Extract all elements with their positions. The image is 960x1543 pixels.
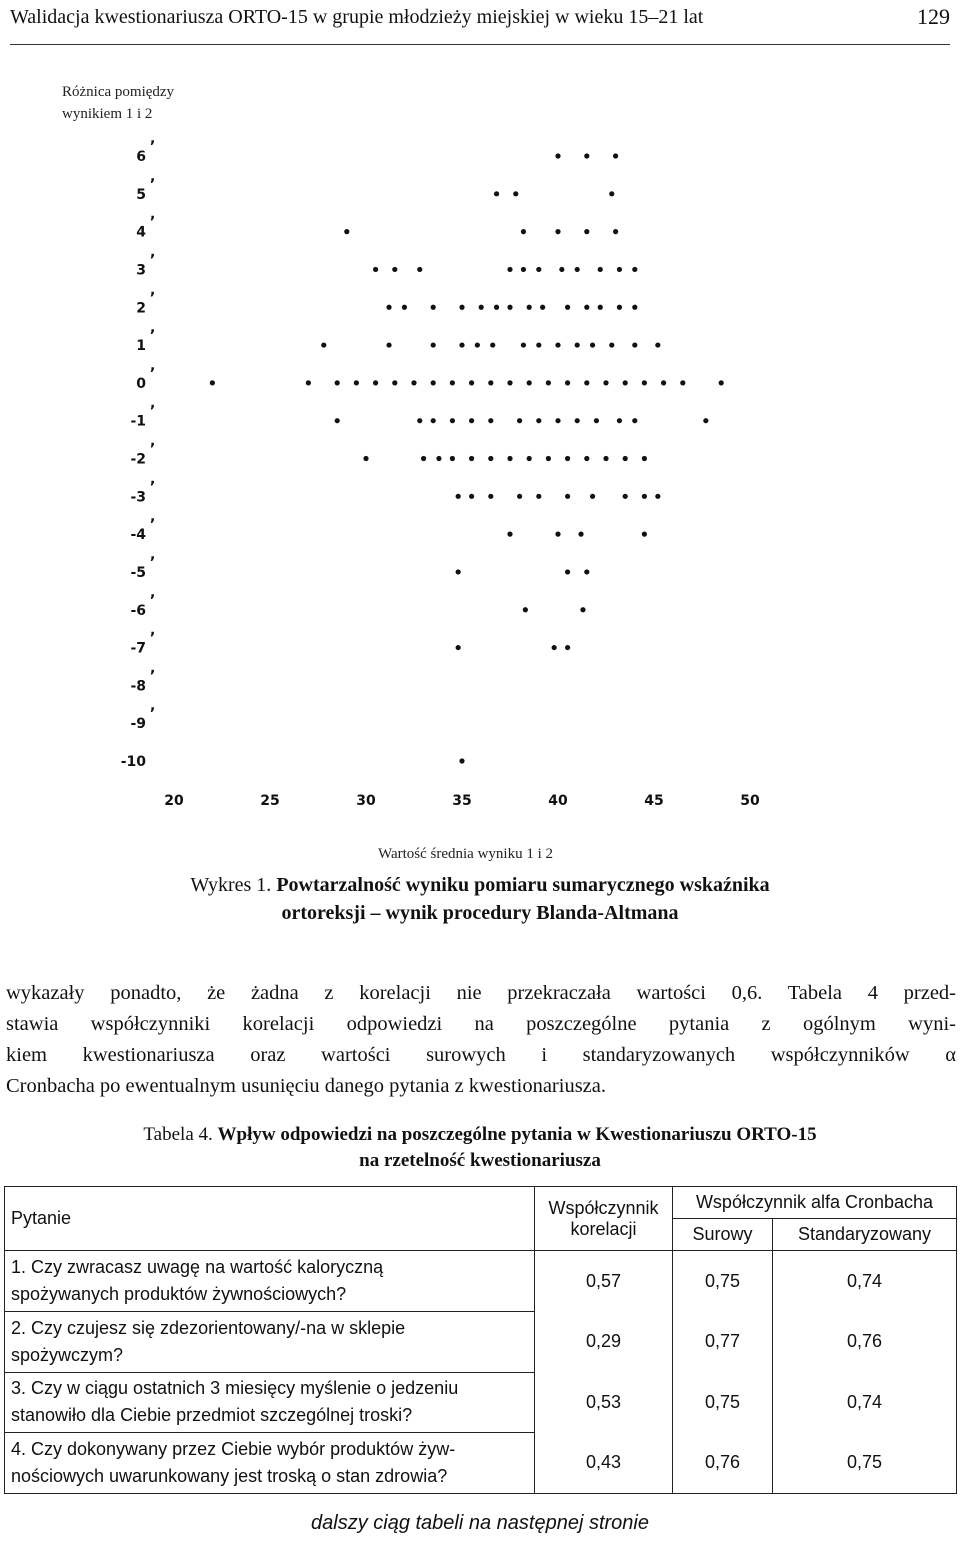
data-point [450, 456, 455, 461]
table-caption-title-cont: na rzetelność kwestionariusza [359, 1150, 601, 1171]
data-point [210, 380, 215, 385]
y-tick-label: 1 [136, 338, 146, 355]
data-point [680, 380, 685, 385]
data-point [527, 380, 532, 385]
question-text-cont: stanowiło dla Ciebie przedmiot szczególnej troski? [11, 1405, 413, 1426]
data-point [603, 380, 608, 385]
data-point [661, 380, 666, 385]
data-point [521, 267, 526, 272]
data-point [546, 380, 551, 385]
figure-caption-line1 [0, 874, 960, 897]
data-point [523, 607, 528, 612]
data-point [431, 380, 436, 385]
data-point [488, 380, 493, 385]
data-point [431, 342, 436, 347]
data-point [469, 456, 474, 461]
data-point [655, 494, 660, 499]
y-tick-labels [121, 131, 156, 770]
data-point [507, 380, 512, 385]
raw-alpha-value: 0,76 [673, 1433, 773, 1494]
x-tick-label: 50 [740, 793, 760, 809]
data-point [411, 380, 416, 385]
data-point [565, 305, 570, 310]
table-row [5, 1311, 957, 1372]
data-point [373, 267, 378, 272]
data-point [536, 418, 541, 423]
data-point [386, 342, 391, 347]
data-point [459, 342, 464, 347]
table-caption-line1 [0, 1122, 960, 1148]
y-tick-mark: , [150, 546, 156, 563]
data-point [565, 645, 570, 650]
y-tick-mark: , [150, 660, 156, 677]
data-point [642, 532, 647, 537]
y-axis-title-line1: Różnica pomiędzy [62, 84, 175, 100]
y-tick-mark: , [150, 622, 156, 639]
bland-altman-chart [0, 60, 960, 875]
data-point [417, 267, 422, 272]
data-point [559, 267, 564, 272]
y-axis-title-line2: wynikiem 1 i 2 [62, 106, 153, 122]
x-axis-title: Wartość średnia wyniku 1 i 2 [378, 846, 554, 862]
data-point [392, 267, 397, 272]
data-point [632, 267, 637, 272]
data-point [456, 494, 461, 499]
x-tick-label: 45 [644, 793, 664, 809]
data-point [632, 418, 637, 423]
standardized-alpha-value: 0,74 [773, 1372, 957, 1433]
data-point [494, 305, 499, 310]
question-cell [5, 1251, 535, 1312]
data-point [565, 380, 570, 385]
data-point [623, 494, 628, 499]
data-point [552, 645, 557, 650]
data-point [623, 456, 628, 461]
y-tick-label: 4 [136, 224, 146, 241]
correlation-value: 0,57 [535, 1251, 673, 1312]
header-question: Pytanie [5, 1187, 535, 1251]
standardized-alpha-value: 0,74 [773, 1251, 957, 1312]
data-point [584, 456, 589, 461]
header-correlation-line1: Współczynnik [548, 1197, 659, 1218]
data-point [598, 305, 603, 310]
x-tick-label: 30 [356, 793, 376, 809]
data-point [536, 494, 541, 499]
y-tick-mark: , [150, 320, 156, 337]
body-line-2: stawia współczynniki korelacji odpowiedzi na poszczególne pytania z ogólnym wyni- [6, 1013, 956, 1035]
data-point [575, 267, 580, 272]
y-tick-mark: , [150, 584, 156, 601]
data-point [488, 418, 493, 423]
raw-alpha-value: 0,75 [673, 1372, 773, 1433]
table-caption-prefix: Tabela 4. [143, 1124, 218, 1145]
data-point [392, 380, 397, 385]
y-tick-mark: , [150, 698, 156, 715]
table-caption-title: Wpływ odpowiedzi na poszczególne pytania w Kwestionariuszu ORTO-15 [217, 1124, 817, 1145]
question-text: 4. Czy dokonywany przez Ciebie wybór produktów żyw- [11, 1439, 456, 1460]
data-point [306, 380, 311, 385]
y-tick-mark: , [150, 244, 156, 261]
body-line-3: kiem kwestionariusza oraz wartości surowych i standaryzowanych współczynników α [6, 1044, 956, 1066]
data-point [632, 342, 637, 347]
y-tick-mark: , [150, 471, 156, 488]
data-point [565, 494, 570, 499]
y-tick-label: 6 [136, 149, 146, 165]
data-point [580, 607, 585, 612]
data-point [703, 418, 708, 423]
data-point [598, 267, 603, 272]
data-point [469, 380, 474, 385]
x-tick-label: 25 [260, 793, 280, 809]
y-tick-label: -7 [130, 640, 146, 657]
data-point [386, 305, 391, 310]
table-caption [0, 1122, 960, 1174]
y-tick-label: 5 [136, 186, 146, 203]
data-point [642, 494, 647, 499]
data-point [555, 532, 560, 537]
data-point [507, 456, 512, 461]
data-point [344, 229, 349, 234]
raw-alpha-value: 0,77 [673, 1311, 773, 1372]
x-tick-labels [164, 793, 760, 809]
data-point [617, 267, 622, 272]
header-alpha: Współczynnik alfa Cronbacha [673, 1187, 957, 1219]
data-point [613, 229, 618, 234]
data-point [321, 342, 326, 347]
y-tick-label: -8 [130, 678, 146, 695]
data-point [613, 153, 618, 158]
data-point [488, 494, 493, 499]
y-tick-mark: , [150, 168, 156, 185]
data-point [584, 380, 589, 385]
data-point [373, 380, 378, 385]
data-point [655, 342, 660, 347]
data-point [719, 380, 724, 385]
page-number: 129 [917, 4, 950, 29]
y-tick-label: -10 [120, 754, 146, 770]
y-tick-mark: , [150, 433, 156, 450]
question-text-cont: spożywanych produktów żywnościowych? [11, 1283, 347, 1304]
y-tick-label: -2 [130, 451, 146, 468]
data-point [584, 305, 589, 310]
data-point [555, 418, 560, 423]
y-tick-mark: , [150, 357, 156, 374]
body-line-1: wykazały ponadto, że żadna z korelacji nie przekraczała wartości 0,6. Tabela 4 przed- [6, 982, 956, 1004]
standardized-alpha-value: 0,75 [773, 1433, 957, 1494]
body-line-4: Cronbacha po ewentualnym usunięciu danego pytania z kwestionariusza. [6, 1075, 607, 1097]
data-point [335, 418, 340, 423]
data-point [555, 229, 560, 234]
data-point [488, 456, 493, 461]
data-point [527, 305, 532, 310]
y-tick-mark: , [150, 131, 156, 147]
table-continued-note: dalszy ciąg tabeli na następnej stronie [311, 1512, 649, 1534]
data-point [459, 758, 464, 763]
x-tick-label: 35 [452, 793, 472, 809]
data-point [417, 418, 422, 423]
data-point [609, 342, 614, 347]
data-point [584, 153, 589, 158]
data-point [475, 342, 480, 347]
x-tick-label: 40 [548, 793, 568, 809]
y-tick-mark: , [150, 509, 156, 526]
figure-caption-title-cont: ortoreksji – wynik procedury Blanda-Altmana [281, 902, 679, 924]
data-point [584, 229, 589, 234]
running-header [10, 4, 950, 45]
y-tick-label: -6 [130, 602, 146, 619]
data-point [335, 380, 340, 385]
reliability-table [4, 1186, 957, 1494]
correlation-value: 0,29 [535, 1311, 673, 1372]
data-point [469, 494, 474, 499]
data-point [642, 380, 647, 385]
data-point [632, 305, 637, 310]
header-correlation-line2: korelacji [570, 1218, 637, 1239]
header-standardized: Standaryzowany [773, 1219, 957, 1251]
data-point [431, 305, 436, 310]
data-point [617, 305, 622, 310]
data-point [623, 380, 628, 385]
data-point [436, 456, 441, 461]
y-tick-mark: , [150, 206, 156, 223]
figure-caption-line2 [0, 902, 960, 925]
data-point [354, 380, 359, 385]
data-points [210, 153, 724, 763]
data-point [513, 191, 518, 196]
data-point [642, 456, 647, 461]
question-text: 1. Czy zwracasz uwagę na wartość kaloryczną [11, 1256, 384, 1277]
data-point [555, 153, 560, 158]
data-point [584, 569, 589, 574]
data-point [490, 342, 495, 347]
figure-caption-prefix: Wykres 1. [190, 874, 277, 896]
standardized-alpha-value: 0,76 [773, 1311, 957, 1372]
data-point [540, 305, 545, 310]
figure-caption-title: Powtarzalność wyniku pomiaru sumarycznego wskaźnika [276, 874, 770, 896]
data-point [507, 532, 512, 537]
table-row [5, 1251, 957, 1312]
correlation-value: 0,43 [535, 1433, 673, 1494]
y-tick-label: -1 [130, 413, 146, 430]
y-tick-label: -4 [130, 527, 146, 544]
y-tick-label: -5 [130, 564, 146, 581]
question-text-cont: nościowych uwarunkowany jest troską o stan zdrowia? [11, 1466, 448, 1487]
y-tick-mark: , [150, 395, 156, 412]
running-title: Walidacja kwestionariusza ORTO-15 w grupie młodzieży miejskiej w wieku 15–21 lat [10, 6, 704, 28]
y-tick-label: 3 [136, 262, 146, 279]
data-point [575, 418, 580, 423]
y-tick-mark: , [150, 282, 156, 299]
y-tick-label: -3 [130, 489, 146, 506]
correlation-value: 0,53 [535, 1372, 673, 1433]
data-point [450, 418, 455, 423]
table-row [5, 1372, 957, 1433]
data-point [402, 305, 407, 310]
raw-alpha-value: 0,75 [673, 1251, 773, 1312]
data-point [590, 494, 595, 499]
data-point [578, 532, 583, 537]
data-point [521, 229, 526, 234]
data-point [575, 342, 580, 347]
data-point [431, 418, 436, 423]
header-correlation [535, 1187, 673, 1251]
y-tick-label: 2 [136, 300, 146, 317]
data-point [527, 456, 532, 461]
data-point [536, 342, 541, 347]
data-point [603, 456, 608, 461]
x-tick-label: 20 [164, 793, 184, 809]
data-point [565, 569, 570, 574]
body-paragraph [6, 978, 956, 1102]
data-point [507, 267, 512, 272]
data-point [521, 342, 526, 347]
data-point [565, 456, 570, 461]
data-point [450, 380, 455, 385]
data-point [517, 418, 522, 423]
question-cell [5, 1433, 535, 1494]
question-cell [5, 1372, 535, 1433]
question-text: 2. Czy czujesz się zdezorientowany/-na w sklepie [11, 1317, 406, 1338]
question-text: 3. Czy w ciągu ostatnich 3 miesięcy myślenie o jedzeniu [11, 1378, 459, 1399]
data-point [456, 569, 461, 574]
data-point [459, 305, 464, 310]
data-point [421, 456, 426, 461]
y-tick-label: -9 [130, 716, 146, 733]
data-point [469, 418, 474, 423]
data-point [456, 645, 461, 650]
data-point [594, 418, 599, 423]
question-cell [5, 1311, 535, 1372]
data-point [590, 342, 595, 347]
header-raw: Surowy [673, 1219, 773, 1251]
data-point [363, 456, 368, 461]
table-row [5, 1433, 957, 1494]
data-point [555, 342, 560, 347]
data-point [609, 191, 614, 196]
question-text-cont: spożywczym? [11, 1344, 124, 1365]
table-caption-line2 [0, 1148, 960, 1174]
y-tick-label: 0 [136, 375, 146, 392]
data-point [617, 418, 622, 423]
data-point [479, 305, 484, 310]
data-point [494, 191, 499, 196]
data-point [546, 456, 551, 461]
data-point [517, 494, 522, 499]
data-point [536, 267, 541, 272]
data-point [507, 305, 512, 310]
